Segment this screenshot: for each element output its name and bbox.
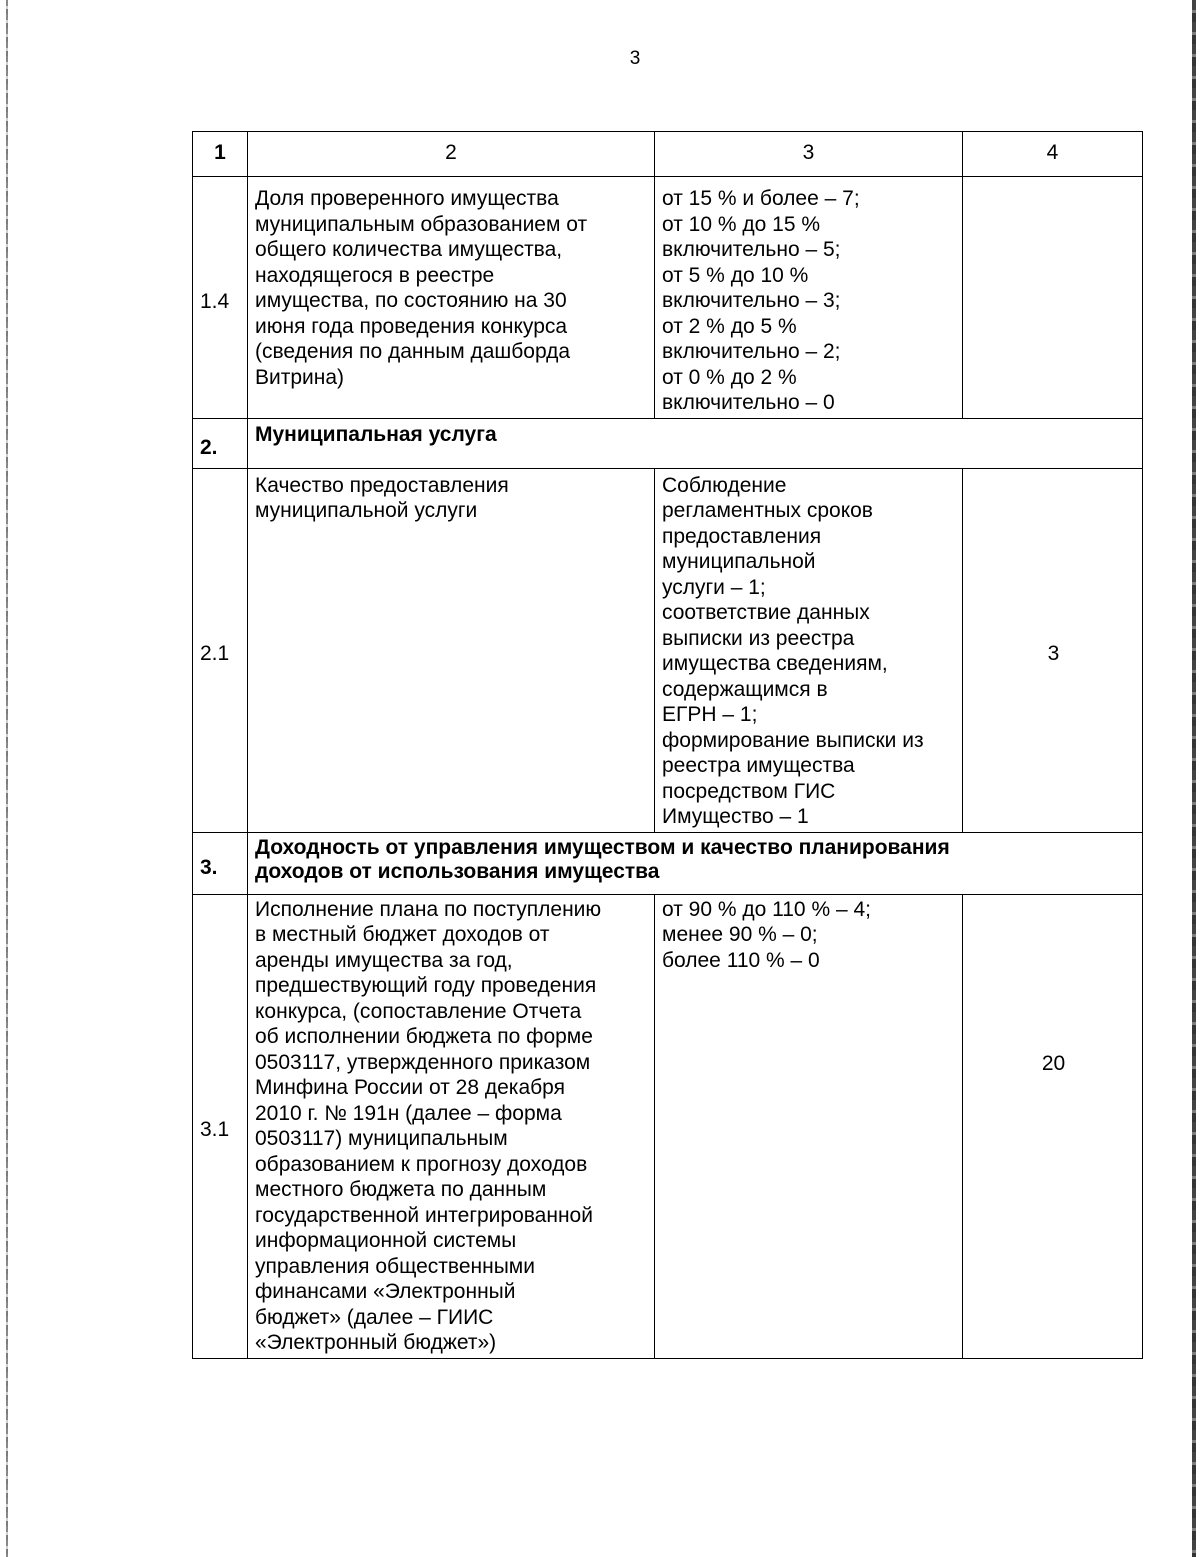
indicator-line: «Электронный бюджет») — [255, 1331, 497, 1354]
indicator-name — [248, 894, 655, 1358]
criteria-line: менее 90 % – 0; — [662, 923, 818, 946]
criteria-line: от 5 % до 10 % — [662, 263, 809, 287]
section-number: 2. — [193, 418, 248, 468]
criteria-line: от 15 % и более – 7; — [662, 187, 860, 210]
row-number: 3.1 — [193, 894, 248, 1358]
criteria-line: имущества сведениям, — [662, 652, 888, 675]
criteria-line: выписки из реестра — [662, 626, 855, 650]
section-row-2 — [193, 418, 1143, 468]
section-title-line: доходов от использования имущества — [255, 859, 660, 883]
indicator-name — [248, 177, 655, 419]
indicator-line: июня года проведения конкурса — [255, 314, 568, 338]
indicator-line: в местный бюджет доходов от — [255, 923, 550, 946]
indicator-line: общего количества имущества, — [255, 238, 563, 261]
score-cell: 20 — [963, 894, 1143, 1358]
indicator-line: местного бюджета по данным — [255, 1178, 547, 1201]
criteria-line: посредством ГИС — [662, 779, 836, 803]
criteria-line: включительно – 5; — [662, 238, 841, 261]
indicator-line: образованием к прогнозу доходов — [255, 1152, 588, 1176]
indicator-line: об исполнении бюджета по форме — [255, 1025, 593, 1048]
indicator-line: государственной интегрированной — [255, 1203, 593, 1227]
criteria-line: муниципальной — [662, 550, 816, 573]
table-header-row — [193, 132, 1143, 177]
criteria-line: содержащимся в — [662, 677, 828, 701]
indicator-line: Качество предоставления — [255, 473, 509, 497]
section-title — [248, 832, 1143, 894]
criteria-cell — [655, 177, 963, 419]
indicator-line: Минфина России от 28 декабря — [255, 1076, 565, 1099]
criteria-line: Соблюдение — [662, 473, 787, 497]
score-cell: 3 — [963, 468, 1143, 832]
indicator-line: Витрина) — [255, 365, 345, 389]
indicator-line: Доля проверенного имущества — [255, 187, 559, 210]
section-title: Муниципальная услуга — [248, 418, 1143, 468]
scan-edge-right — [1192, 0, 1196, 1557]
score-cell — [963, 177, 1143, 419]
row-number: 2.1 — [193, 468, 248, 832]
scan-edge-left — [6, 0, 8, 1557]
header-cell-2: 2 — [248, 132, 655, 177]
table-row-2-1 — [193, 468, 1143, 832]
indicator-line: бюджет» (далее – ГИИС — [255, 1305, 494, 1329]
indicator-line: 0503117, утвержденного приказом — [255, 1050, 591, 1074]
criteria-table — [192, 131, 1143, 1359]
table-row-1-4 — [193, 177, 1143, 419]
row-number: 1.4 — [193, 177, 248, 419]
header-cell-1: 1 — [193, 132, 248, 177]
criteria-cell — [655, 894, 963, 1358]
criteria-line: включительно – 0 — [662, 391, 835, 414]
indicator-line: имущества, по состоянию на 30 — [255, 289, 567, 312]
indicator-line: информационной системы — [255, 1229, 517, 1252]
section-number: 3. — [193, 832, 248, 894]
criteria-line: включительно – 3; — [662, 289, 841, 312]
indicator-line: находящегося в реестре — [255, 263, 495, 287]
indicator-line: конкурса, (сопоставление Отчета — [255, 999, 582, 1023]
criteria-line: включительно – 2; — [662, 340, 841, 363]
criteria-line: более 110 % – 0 — [662, 948, 820, 972]
criteria-line: предоставления — [662, 524, 822, 548]
criteria-line: Имущество – 1 — [662, 805, 809, 828]
table-row-3-1 — [193, 894, 1143, 1358]
criteria-line: ЕГРН – 1; — [662, 703, 758, 726]
header-cell-4: 4 — [963, 132, 1143, 177]
section-title-line: Доходность от управления имуществом и качество планирования — [255, 835, 950, 859]
criteria-line: от 90 % до 110 % – 4; — [662, 897, 871, 921]
indicator-line: аренды имущества за год, — [255, 948, 513, 972]
page-number: 3 — [629, 48, 641, 69]
criteria-line: реестра имущества — [662, 754, 855, 777]
indicator-line: Исполнение плана по поступлению — [255, 897, 602, 921]
criteria-line: от 0 % до 2 % — [662, 365, 797, 389]
indicator-line: муниципальной услуги — [255, 499, 478, 522]
indicator-line: (сведения по данным дашборда — [255, 340, 571, 363]
indicator-line: 2010 г. № 191н (далее – форма — [255, 1101, 562, 1125]
section-row-3 — [193, 832, 1143, 894]
criteria-line: от 2 % до 5 % — [662, 314, 797, 338]
indicator-line: управления общественными — [255, 1254, 535, 1278]
indicator-line: финансами «Электронный — [255, 1280, 516, 1303]
criteria-line: формирование выписки из — [662, 728, 924, 752]
header-cell-3: 3 — [655, 132, 963, 177]
indicator-line: предшествующий году проведения — [255, 974, 597, 997]
criteria-line: услуги – 1; — [662, 575, 766, 599]
criteria-cell — [655, 468, 963, 832]
indicator-line: 0503117) муниципальным — [255, 1127, 508, 1150]
indicator-line: муниципальным образованием от — [255, 212, 588, 236]
criteria-line: от 10 % до 15 % — [662, 212, 821, 236]
criteria-line: регламентных сроков — [662, 499, 873, 522]
indicator-name — [248, 468, 655, 832]
criteria-line: соответствие данных — [662, 601, 870, 624]
